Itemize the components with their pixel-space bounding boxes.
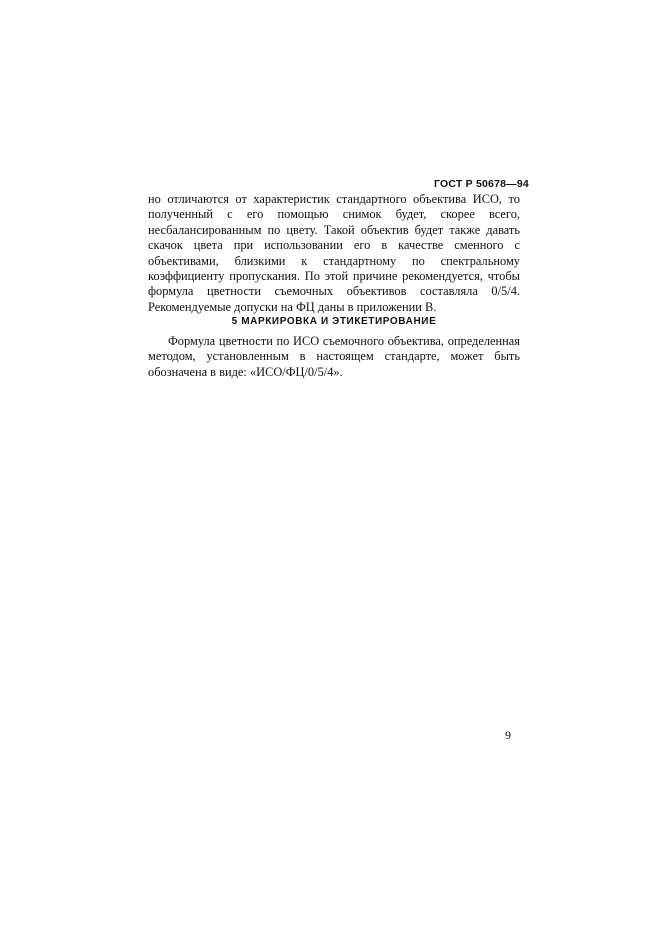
body-paragraph-continuation: но отличаются от характеристик стандартного объектива ИСО, то полученный с его помощью снимок будет, скорее всего, несбалансированным по цвету. Такой объектив будет также давать скачок цвета при использовании его в качестве сменного с объективами, близкими к стандартному по спектральному коэффициенту пропускания. По этой причине рекомендуется, чтобы формула цветности съемочных объективов составляла 0/5/4. Рекомендуемые допуски на ФЦ даны в приложении В.: [148, 192, 520, 314]
page-number: 9: [505, 728, 511, 742]
body-paragraph-marking: Формула цветности по ИСО съемочного объектива, определенная методом, установленным в настоящем стандарте, может быть обозначена в виде: «ИСО/ФЦ/0/5/4».: [148, 334, 520, 379]
section-heading-marking: 5 МАРКИРОВКА И ЭТИКЕТИРОВАНИЕ: [231, 316, 437, 327]
document-header-code: ГОСТ Р 50678—94: [434, 178, 529, 190]
